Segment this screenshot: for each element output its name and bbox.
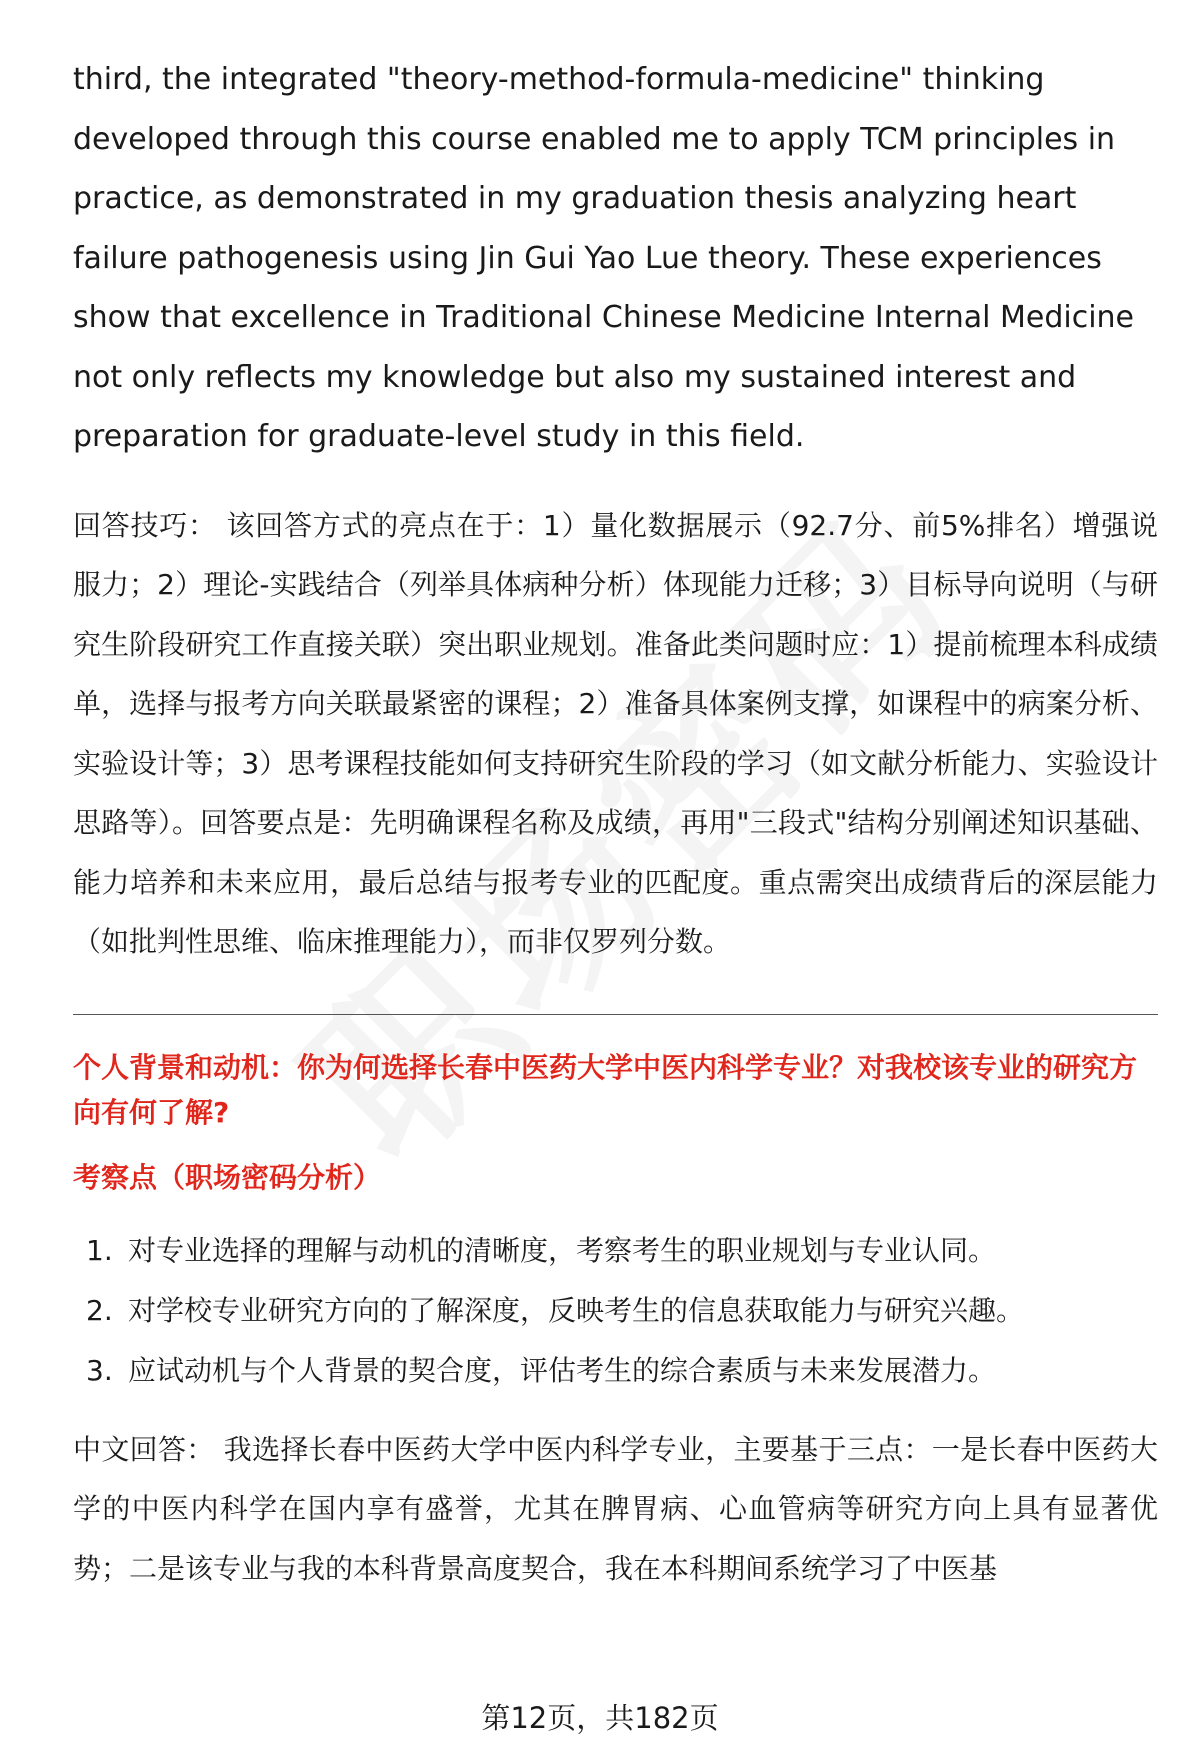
list-item-number: 2. bbox=[86, 1293, 113, 1327]
list-item-text: 对专业选择的理解与动机的清晰度，考察考生的职业规划与专业认同。 bbox=[128, 1233, 997, 1267]
list-item bbox=[73, 1281, 1158, 1341]
list-item-text: 对学校专业研究方向的了解深度，反映考生的信息获取能力与研究兴趣。 bbox=[128, 1293, 1025, 1327]
list-item bbox=[73, 1341, 1158, 1401]
evaluation-points-heading: 考察点（职场密码分析） bbox=[73, 1160, 382, 1194]
evaluation-points-list bbox=[73, 1221, 1158, 1401]
page-content bbox=[73, 50, 1158, 1598]
answer-tips-paragraph: 回答技巧： 该回答方式的亮点在于：1）量化数据展示（92.7分、前5%排名）增强说服力；2）理论-实践结合（列举具体病种分析）体现能力迁移；3）目标导向说明（与研究生阶段研究工作直接关联）突出职业规划。准备此类问题时应：1）提前梳理本科成绩单，选择与报考方向关联最紧密的课程；2）准备具体案例支撑，如课程中的病案分析、实验设计等；3）思考课程技能如何支持研究生阶段的学习（如文献分析能力、实验设计思路等）。回答要点是：先明确课程名称及成绩，再用"三段式"结构分别阐述知识基础、能力培养和未来应用，最后总结与报考专业的匹配度。重点需突出成绩背后的深层能力（如批判性思维、临床推理能力），而非仅罗列分数。 bbox=[73, 508, 1158, 958]
list-item-number: 3. bbox=[86, 1353, 113, 1387]
list-item-number: 1. bbox=[86, 1233, 113, 1267]
list-item bbox=[73, 1221, 1158, 1281]
page-number-footer: 第12页，共182页 bbox=[481, 1701, 719, 1735]
question-heading: 个人背景和动机：你为何选择长春中医药大学中医内科学专业？对我校该专业的研究方向有何了解? bbox=[73, 1050, 1138, 1129]
section-divider bbox=[73, 1014, 1158, 1015]
english-paragraph: third, the integrated "theory-method-formula-medicine" thinking developed through this course enabled me to apply TCM principles in practice, as demonstrated in my graduation thesis analyzing heart failure pathogenesis using Jin Gui Yao Lue theory. These experiences show that excellence in Traditional Chinese Medicine Internal Medicine not only reflects my knowledge but also my sustained interest and preparation for graduate-level study in this field. bbox=[73, 62, 1135, 454]
chinese-answer-paragraph: 中文回答： 我选择长春中医药大学中医内科学专业，主要基于三点：一是长春中医药大学的中医内科学在国内享有盛誉，尤其在脾胃病、心血管病等研究方向上具有显著优势；二是该专业与我的本科背景高度契合，我在本科期间系统学习了中医基 bbox=[73, 1432, 1158, 1585]
list-item-text: 应试动机与个人背景的契合度，评估考生的综合素质与未来发展潜力。 bbox=[128, 1353, 997, 1387]
